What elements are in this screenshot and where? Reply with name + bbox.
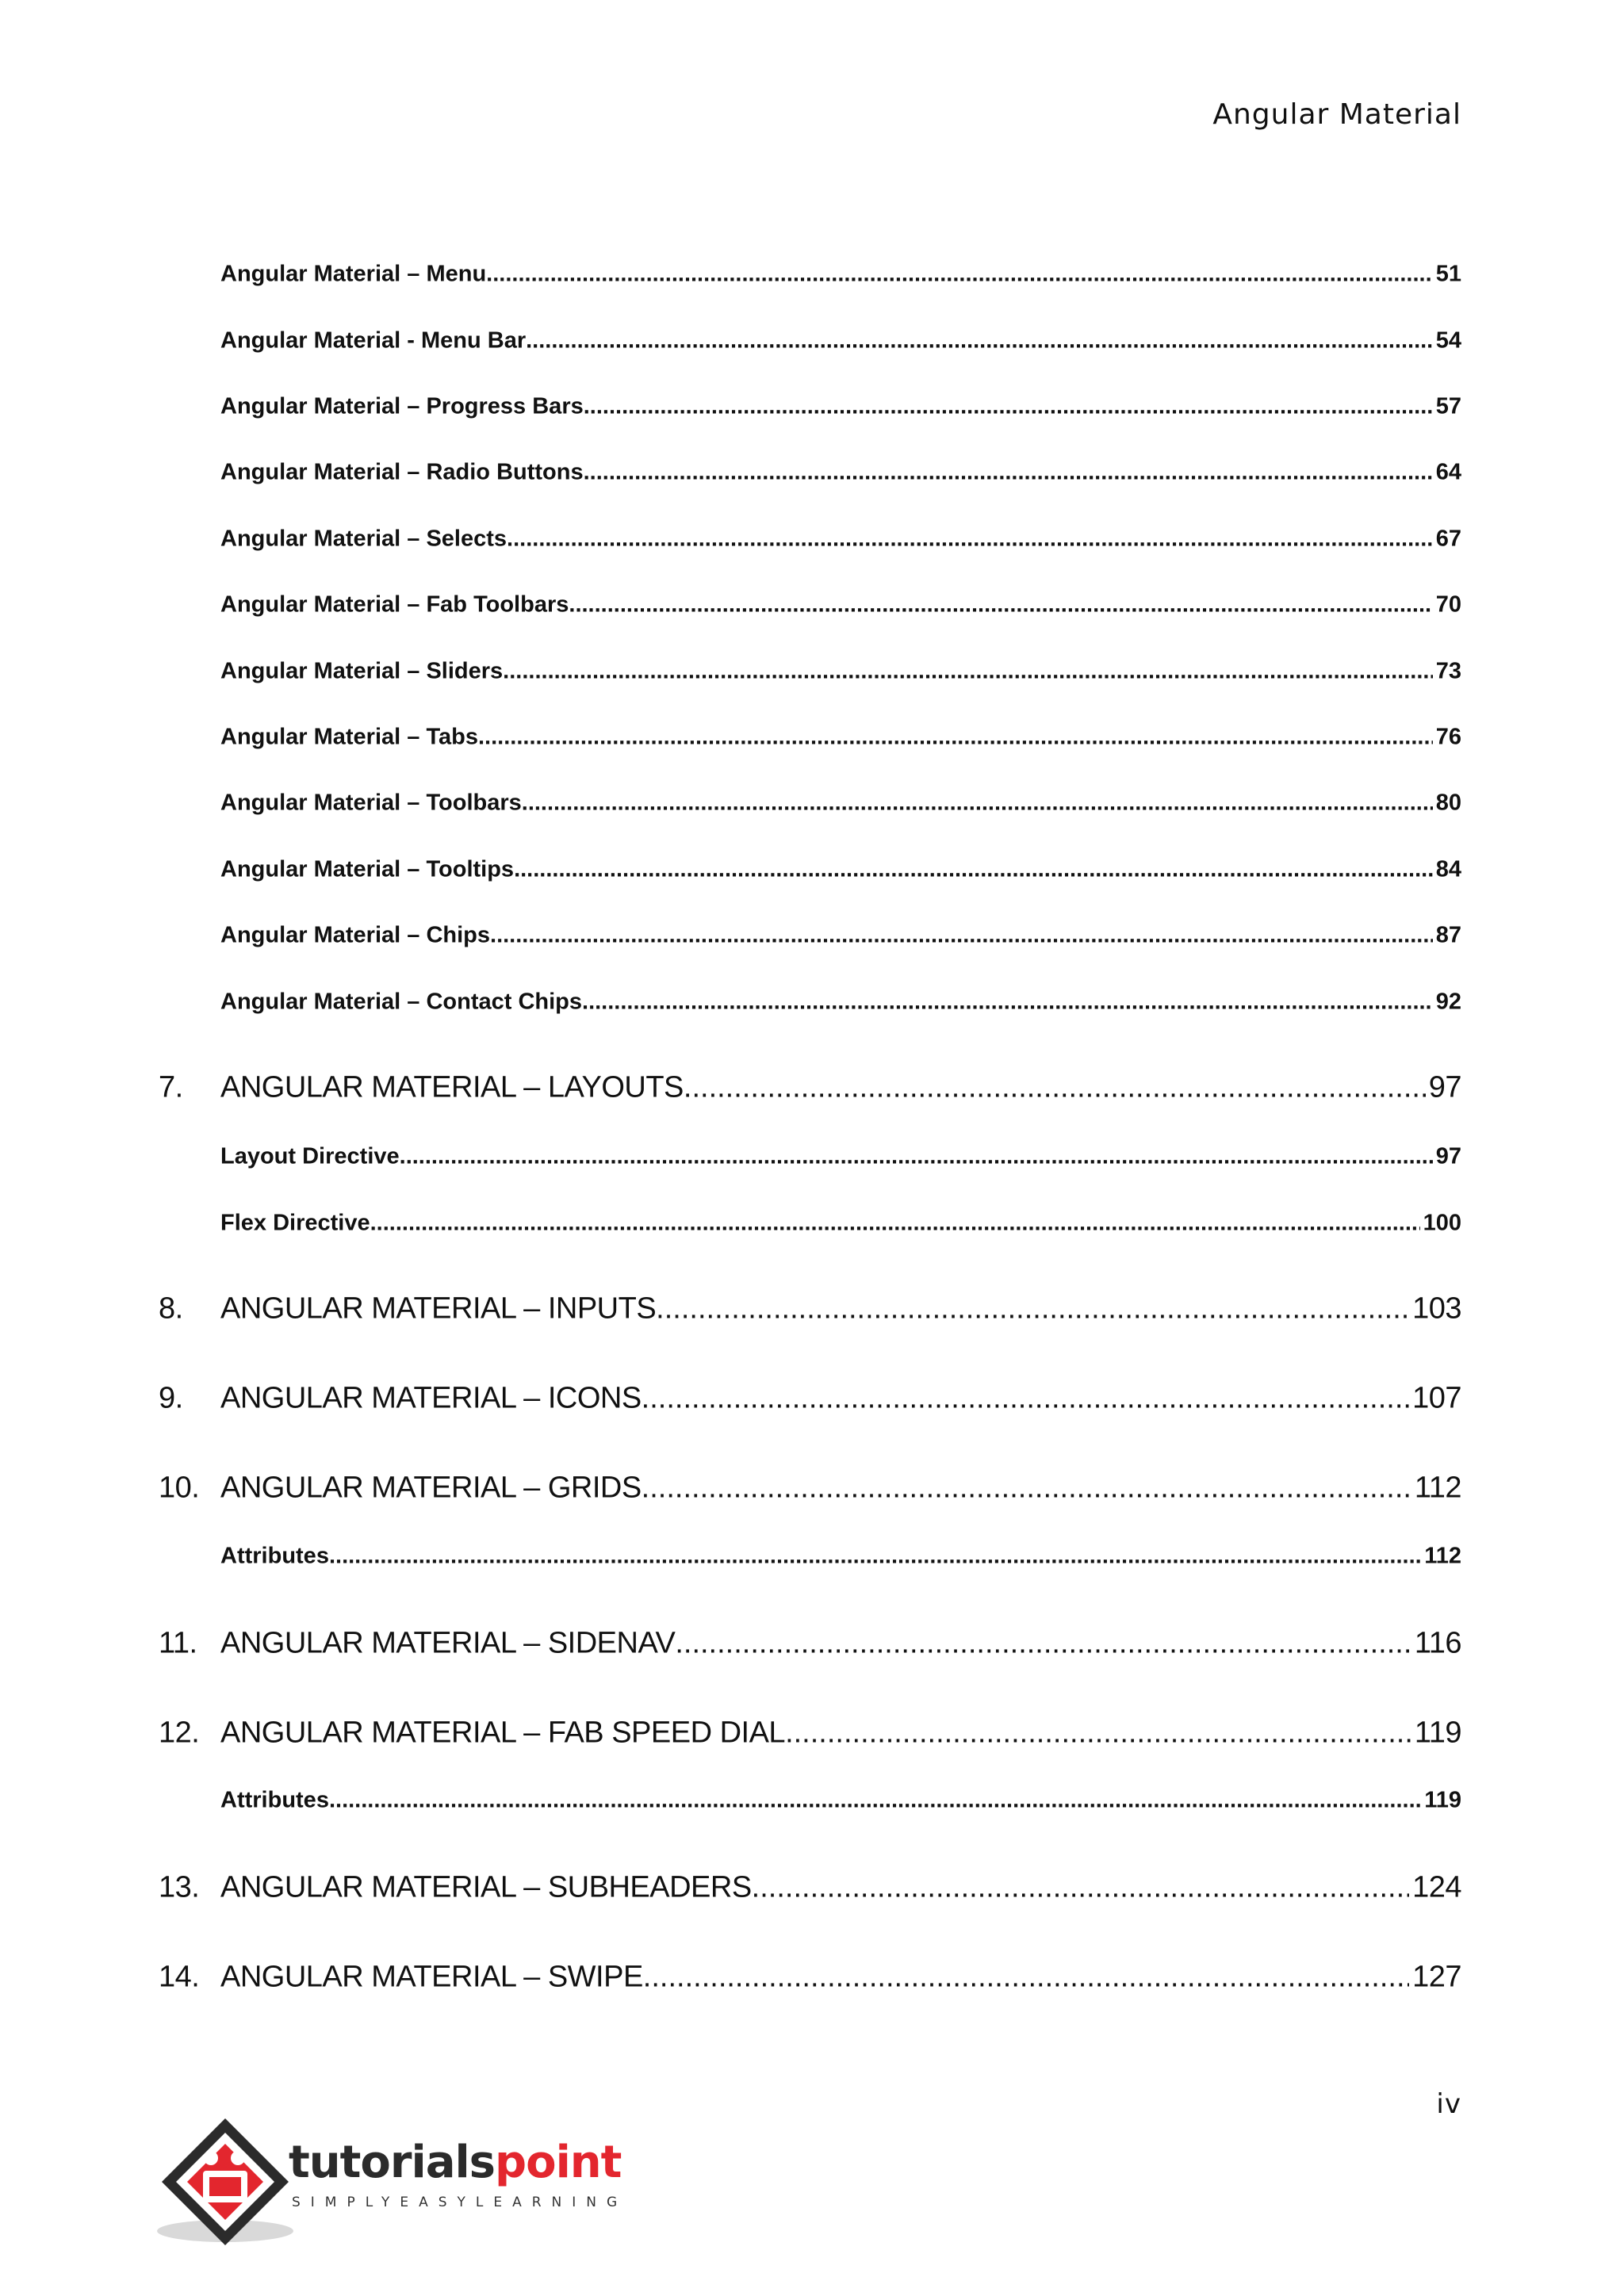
toc-dot-leader [329,1788,1421,1814]
toc-chapter-page: 97 [1428,1070,1461,1104]
toc-entry-title: Layout Directive [220,1143,400,1169]
toc-entry-page: 112 [1424,1543,1461,1569]
toc-chapter-page: 116 [1414,1626,1461,1660]
toc-chapter-number: 10. [159,1471,200,1505]
toc-dot-leader [486,262,1433,288]
toc-entry-page: 84 [1435,856,1461,882]
toc-entry-page: 92 [1435,989,1461,1015]
toc-chapter-page: 112 [1414,1471,1461,1505]
toc-entry-title: Angular Material – Contact Chips [220,989,583,1015]
toc-chapter-title: ANGULAR MATERIAL – INPUTS [220,1292,657,1326]
toc-dot-leader [503,659,1433,685]
toc-entry-page: 97 [1435,1143,1461,1169]
toc-dot-leader [490,923,1433,949]
toc-entry[interactable] [220,394,1461,420]
toc-entry-page: 54 [1435,327,1461,354]
toc-chapter-title: ANGULAR MATERIAL – SWIPE [220,1960,643,1994]
toc-chapter-number: 8. [159,1292,183,1326]
toc-entry-title: Angular Material – Menu [220,261,487,287]
toc-chapter-title: ANGULAR MATERIAL – ICONS [220,1381,642,1415]
toc-chapter-title: ANGULAR MATERIAL – FAB SPEED DIAL [220,1716,786,1750]
toc-chapter-page: 103 [1412,1292,1461,1326]
toc-entry[interactable] [220,1144,1461,1170]
toc-entry-title: Angular Material – Radio Buttons [220,459,584,485]
toc-chapter-page: 119 [1414,1716,1461,1750]
toc-chapter-number: 13. [159,1870,200,1904]
toc-entry-title: Angular Material – Toolbars [220,790,522,816]
toc-entry-page: 73 [1435,658,1461,684]
toc-chapter-number: 7. [159,1070,183,1104]
toc-dot-leader [507,526,1433,553]
toc-entry[interactable] [220,460,1461,486]
toc-entry-title: Angular Material – Sliders [220,658,504,684]
toc-dot-leader [785,1716,1411,1751]
toc-chapter[interactable] [159,1716,1461,1751]
toc-dot-leader [684,1071,1426,1105]
toc-entry-title: Attributes [220,1787,329,1813]
logo-wordmark [289,2137,622,2188]
toc-dot-leader [569,592,1432,618]
toc-chapter[interactable] [159,1382,1461,1416]
toc-chapter-page: 127 [1412,1960,1461,1994]
toc-dot-leader [370,1211,1420,1237]
toc-entry[interactable] [220,328,1461,354]
toc-entry-page: 100 [1423,1210,1461,1236]
toc-entry-page: 80 [1435,790,1461,816]
toc-entry-page: 119 [1424,1787,1461,1813]
toc-chapter[interactable] [159,1961,1461,1995]
toc-entry[interactable] [220,857,1461,883]
toc-entry[interactable] [220,989,1461,1016]
toc-chapter-number: 11. [159,1626,197,1660]
toc-dot-leader [526,328,1433,354]
toc-chapter-title: ANGULAR MATERIAL – SUBHEADERS [220,1870,752,1904]
toc-chapter-title: ANGULAR MATERIAL – GRIDS [220,1471,642,1505]
toc-entry-title: Angular Material – Tabs [220,724,478,750]
logo-wordmark-tutorials: tutorials [289,2137,496,2188]
toc-entry[interactable] [220,592,1461,618]
toc-dot-leader [522,790,1433,817]
toc-entry[interactable] [220,725,1461,751]
toc-dot-leader [400,1144,1433,1170]
toc-entry-title: Angular Material – Tooltips [220,856,515,882]
toc-chapter[interactable] [159,1627,1461,1661]
toc-entry-page: 51 [1435,261,1461,287]
toc-entry[interactable] [220,262,1461,288]
toc-entry-title: Angular Material - Menu Bar [220,327,527,354]
toc-dot-leader [582,989,1433,1016]
logo-emblem-icon [155,2112,298,2247]
toc-entry[interactable] [220,659,1461,685]
toc-entry[interactable] [220,526,1461,553]
running-header: Angular Material [1212,98,1461,131]
table-of-contents [159,0,1461,2296]
toc-chapter-number: 9. [159,1381,183,1415]
toc-entry-title: Angular Material – Progress Bars [220,393,584,419]
toc-dot-leader [584,394,1433,420]
toc-chapter-number: 14. [159,1960,200,1994]
toc-entry-page: 70 [1435,591,1461,618]
toc-entry[interactable] [220,1544,1461,1570]
toc-dot-leader [675,1627,1411,1661]
toc-chapter[interactable] [159,1471,1461,1506]
toc-dot-leader [514,857,1433,883]
toc-entry-title: Angular Material – Selects [220,526,508,552]
logo-tagline: SIMPLYEASYLEARNING [292,2195,628,2210]
toc-dot-leader [642,1471,1411,1506]
logo-wordmark-point: point [495,2137,622,2188]
toc-entry-page: 76 [1435,724,1461,750]
toc-chapter[interactable] [159,1071,1461,1105]
toc-dot-leader [478,725,1433,751]
toc-chapter[interactable] [159,1871,1461,1905]
toc-entry-page: 64 [1435,459,1461,485]
toc-chapter-title: ANGULAR MATERIAL – SIDENAV [220,1626,676,1660]
toc-dot-leader [642,1382,1409,1416]
toc-chapter-page: 107 [1412,1381,1461,1415]
toc-entry-page: 67 [1435,526,1461,552]
page-number: iv [1436,2088,1461,2120]
toc-dot-leader [752,1871,1409,1905]
toc-entry[interactable] [220,1788,1461,1814]
toc-chapter-number: 12. [159,1716,200,1750]
toc-dot-leader [329,1544,1421,1570]
toc-entry-title: Flex Directive [220,1210,370,1236]
toc-entry-title: Angular Material – Fab Toolbars [220,591,569,618]
toc-dot-leader [656,1292,1409,1326]
toc-chapter-title: ANGULAR MATERIAL – LAYOUTS [220,1070,684,1104]
toc-entry-title: Angular Material – Chips [220,922,491,948]
tutorialspoint-logo [155,2112,628,2247]
toc-entry[interactable] [220,790,1461,817]
toc-entry[interactable] [220,1211,1461,1237]
toc-chapter-page: 124 [1412,1870,1461,1904]
toc-entry[interactable] [220,923,1461,949]
toc-dot-leader [643,1961,1409,1995]
toc-entry-title: Attributes [220,1543,329,1569]
toc-entry-page: 87 [1435,922,1461,948]
toc-entry-page: 57 [1435,393,1461,419]
toc-chapter[interactable] [159,1292,1461,1326]
toc-dot-leader [584,460,1433,486]
